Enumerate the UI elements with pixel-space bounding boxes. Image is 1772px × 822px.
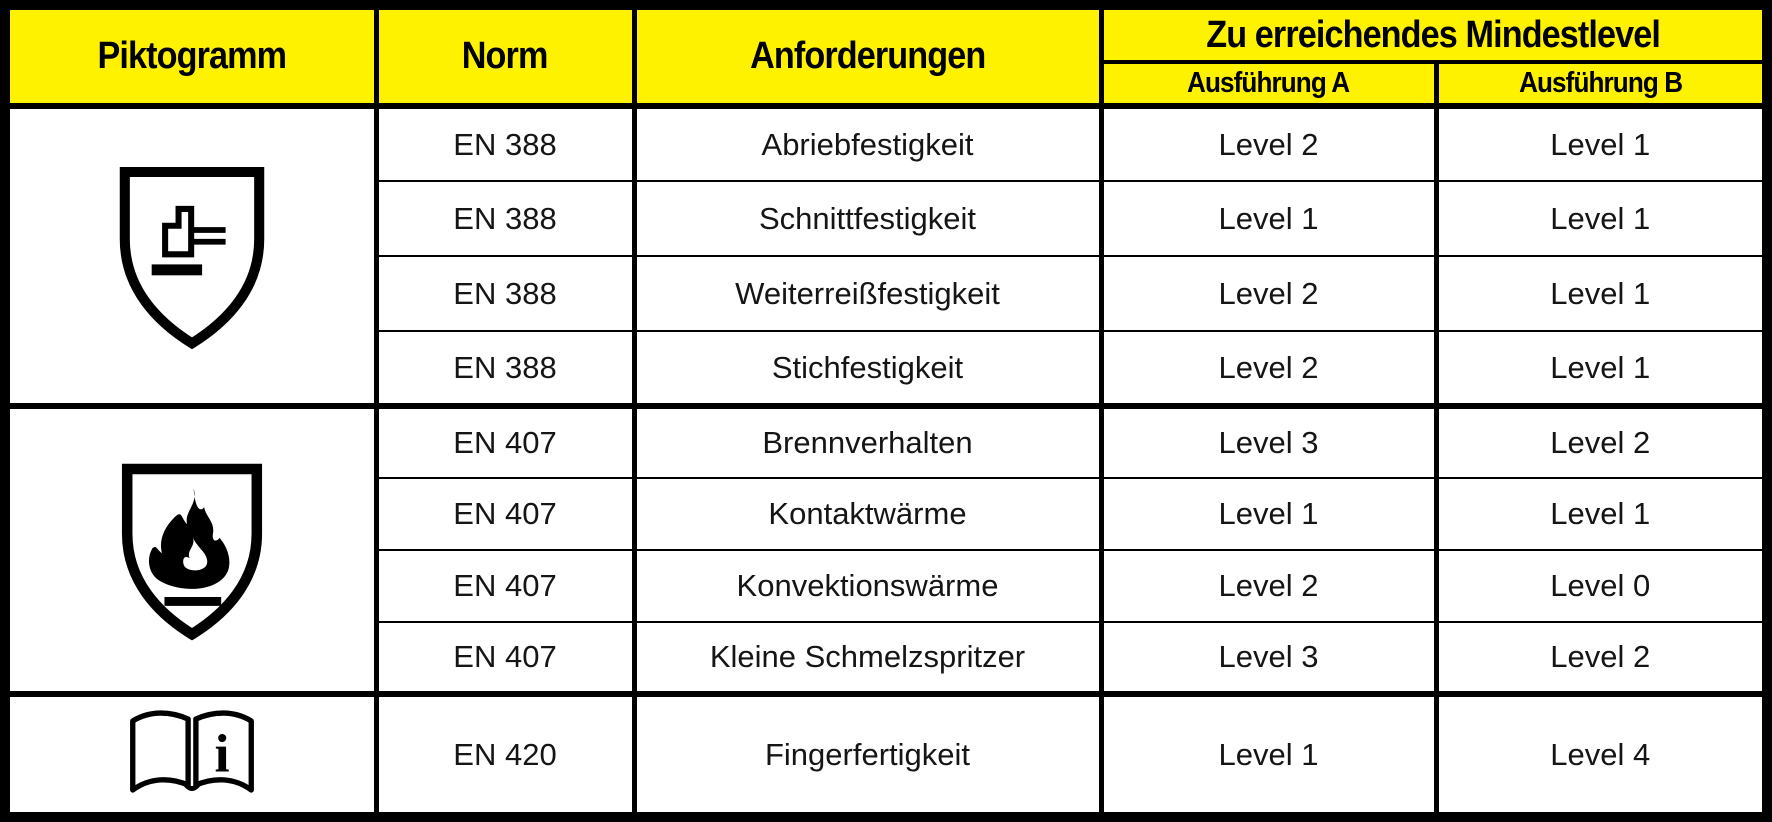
- requirement-cell: Stichfestigkeit: [634, 331, 1101, 406]
- level-b-cell: Level 2: [1436, 622, 1763, 694]
- thermal-hazard-shield-flame-icon: [10, 455, 374, 645]
- level-b-cell: Level 1: [1436, 181, 1763, 256]
- requirement-cell: Kontaktwärme: [634, 478, 1101, 550]
- norm-cell: EN 388: [376, 256, 634, 331]
- requirement-cell: Abriebfestigkeit: [634, 106, 1101, 181]
- level-b-cell: Level 1: [1436, 106, 1763, 181]
- header-norm: Norm: [376, 9, 634, 106]
- table-row: [9, 406, 1763, 478]
- level-b-cell: Level 1: [1436, 478, 1763, 550]
- header-min-level: Zu erreichendes Mindestlevel: [1101, 9, 1763, 62]
- header-variant-b: Ausführung B: [1436, 62, 1763, 106]
- level-a-cell: Level 1: [1101, 478, 1436, 550]
- table-row: [9, 106, 1763, 181]
- level-a-cell: Level 3: [1101, 622, 1436, 694]
- pictogram-cell-en420: [9, 694, 376, 813]
- level-b-cell: Level 1: [1436, 331, 1763, 406]
- mechanical-hazard-shield-hammer-icon: [10, 158, 374, 354]
- level-a-cell: Level 2: [1101, 256, 1436, 331]
- norm-cell: EN 388: [376, 331, 634, 406]
- norm-cell: EN 407: [376, 622, 634, 694]
- norm-cell: EN 420: [376, 694, 634, 813]
- header-requirements: Anforderungen: [634, 9, 1101, 106]
- level-a-cell: Level 1: [1101, 694, 1436, 813]
- pictogram-cell-en407: [9, 406, 376, 694]
- requirement-cell: Kleine Schmelzspritzer: [634, 622, 1101, 694]
- norm-cell: EN 407: [376, 478, 634, 550]
- norm-cell: EN 407: [376, 406, 634, 478]
- level-b-cell: Level 0: [1436, 550, 1763, 622]
- requirement-cell: Brennverhalten: [634, 406, 1101, 478]
- requirement-cell: Weiterreißfestigkeit: [634, 256, 1101, 331]
- level-a-cell: Level 2: [1101, 331, 1436, 406]
- requirement-cell: Fingerfertigkeit: [634, 694, 1101, 813]
- requirement-cell: Schnittfestigkeit: [634, 181, 1101, 256]
- level-a-cell: Level 2: [1101, 550, 1436, 622]
- level-a-cell: Level 2: [1101, 106, 1436, 181]
- pictogram-cell-en388: [9, 106, 376, 406]
- norm-cell: EN 388: [376, 106, 634, 181]
- header-pictogram: Piktogramm: [9, 9, 376, 106]
- norm-cell: EN 407: [376, 550, 634, 622]
- table-row: [9, 694, 1763, 813]
- level-b-cell: Level 2: [1436, 406, 1763, 478]
- read-instructions-book-info-icon: [10, 706, 374, 804]
- level-b-cell: Level 1: [1436, 256, 1763, 331]
- requirement-cell: Konvektionswärme: [634, 550, 1101, 622]
- glove-standards-table: [8, 8, 1764, 814]
- norm-cell: EN 388: [376, 181, 634, 256]
- svg-text:i: i: [214, 723, 230, 784]
- header-variant-a: Ausführung A: [1101, 62, 1436, 106]
- header-row-main: [9, 9, 1763, 62]
- level-a-cell: Level 1: [1101, 181, 1436, 256]
- level-b-cell: Level 4: [1436, 694, 1763, 813]
- level-a-cell: Level 3: [1101, 406, 1436, 478]
